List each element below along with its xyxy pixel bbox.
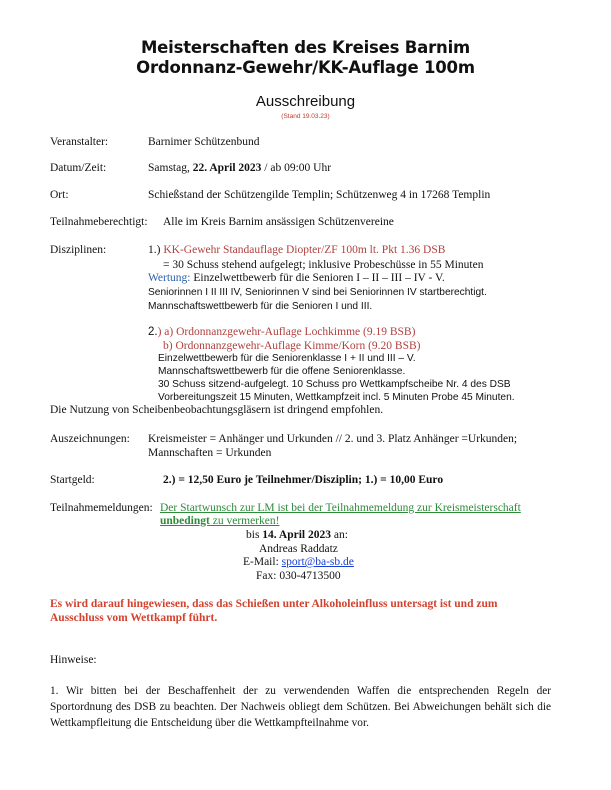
veranstalter-value: Barnimer Schützenbund [148, 136, 260, 148]
meldungen-label: Teilnahmemeldungen: [50, 502, 153, 514]
datum-value: Samstag, 22. April 2023 / ab 09:00 Uhr [148, 162, 332, 174]
discipline-1-title: 1.) KK-Gewehr Standauflage Diopter/ZF 100m lt. Pkt 1.36 DSB [148, 244, 446, 256]
auszeichnungen-label: Auszeichnungen: [50, 433, 130, 445]
discipline-2-schuss: 30 Schuss sitzend-aufgelegt. 10 Schuss pro Wettkampfscheibe Nr. 4 des DSB [158, 379, 511, 390]
discipline-2-title-b: b) Ordonnanzgewehr-Auflage Kimme/Korn (9.20 BSB) [163, 340, 421, 352]
teilnahme-value: Alle im Kreis Barnim ansässigen Schützenvereine [163, 216, 394, 228]
scope-note: Die Nutzung von Scheibenbeobachtungsgläsern ist dringend empfohlen. [50, 404, 384, 416]
discipline-2-title-a: 2.) a) Ordonnanzgewehr-Auflage Lochkimme (9.19 BSB) [148, 326, 416, 338]
veranstalter-label: Veranstalter: [50, 136, 109, 148]
datum-label: Datum/Zeit: [50, 162, 107, 174]
meldungen-notice-line-1: Der Startwunsch zur LM ist bei der Teilnahmemeldung zur Kreismeisterschaft [160, 502, 521, 514]
startgeld-label: Startgeld: [50, 474, 95, 486]
auszeichnungen-line-1: Kreismeister = Anhänger und Urkunden // 2. und 3. Platz Anhänger =Urkunden; [148, 433, 518, 445]
alcohol-warning-line-2: Ausschluss vom Wettkampf führt. [50, 612, 218, 624]
revision-date: (Stand 19.03.23) [281, 113, 330, 120]
discipline-2-zeiten: Vorbereitungszeit 15 Minuten, Wettkampfzeit incl. 5 Minuten Probe 45 Minuten. [158, 392, 515, 403]
disziplinen-label: Disziplinen: [50, 244, 107, 256]
alcohol-warning-line-1: Es wird darauf hingewiesen, dass das Schießen unter Alkoholeinfluss untersagt ist und zum [50, 598, 498, 610]
title-line-2: Ordonnanz-Gewehr/KK-Auflage 100m [136, 58, 475, 77]
discipline-1-wertung: Wertung: Einzelwettbewerb für die Senioren I – II – III – IV - V. [148, 272, 445, 284]
hinweise-label: Hinweise: [50, 654, 97, 666]
document-subtitle: Ausschreibung [255, 93, 356, 110]
meldungen-notice-line-2: unbedingt zu vermerken! [160, 515, 280, 527]
discipline-1-seniorinnen: Seniorinnen I II III IV, Seniorinnen V sind bei Seniorinnen IV startberechtigt. [148, 287, 487, 298]
discipline-1-shots: = 30 Schuss stehend aufgelegt; inklusive Probeschüsse in 55 Minuten [163, 259, 484, 271]
hinweise-paragraph: 1. Wir bitten bei der Beschaffenheit der zu verwendenden Waffen die entsprechenden Regeln der Sportordnung des DSB zu beachten. Der Nachweis obliegt dem Schützen. Bei Abweichungen behält sich die Wettkampfleitung die Entscheidung über die Wettkampfteilnahme vor. [50, 685, 551, 729]
teilnahme-label: Teilnahmeberechtigt: [50, 216, 148, 228]
deadline: bis 14. April 2023 an: [246, 529, 348, 541]
discipline-2-einzel: Einzelwettbewerb für die Seniorenklasse I + II und III – V. [158, 353, 416, 364]
discipline-2-mannschaft: Mannschaftswettbewerb für die offene Seniorenklasse. [158, 366, 406, 377]
ort-label: Ort: [50, 189, 69, 201]
startgeld-value: 2.) = 12,50 Euro je Teilnehmer/Disziplin; 1.) = 10,00 Euro [163, 474, 444, 486]
ort-value: Schießstand der Schützengilde Templin; Schützenweg 4 in 17268 Templin [148, 189, 491, 201]
contact-fax: Fax: 030-4713500 [256, 570, 341, 582]
title-line-1: Meisterschaften des Kreises Barnim [140, 38, 471, 57]
auszeichnungen-line-2: Mannschaften = Urkunden [148, 447, 272, 459]
discipline-1-mannschaft: Mannschaftswettbewerb für die Senioren I und III. [148, 301, 373, 312]
contact-email: E-Mail: sport@ba-sb.de [243, 556, 354, 568]
contact-name: Andreas Raddatz [259, 543, 338, 555]
email-link[interactable]: sport@ba-sb.de [281, 556, 354, 568]
